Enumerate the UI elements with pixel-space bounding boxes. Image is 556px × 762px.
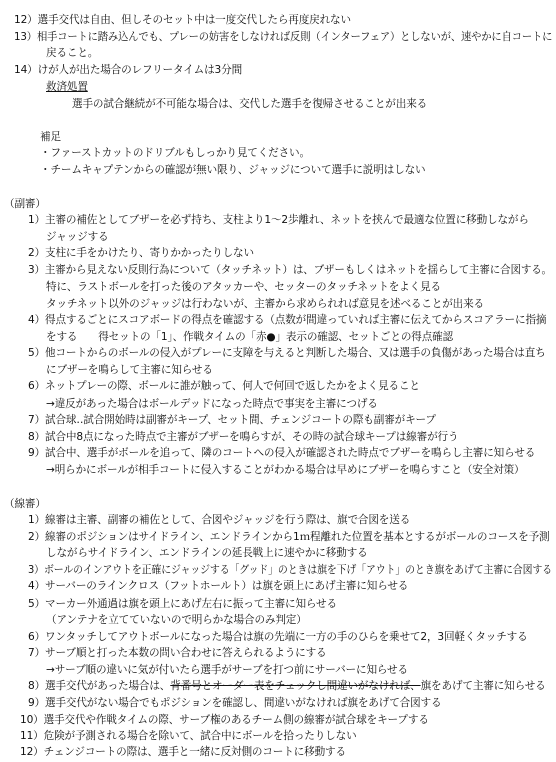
vice-rule-4: 4）得点するごとにスコアボードの得点を確認する（点数が間違っていれば主審に伝えてからスコアラーに指摘 bbox=[28, 313, 547, 326]
line-rule-6: 6）ワンタッチしてアウトボールになった場合は旗の先端に一方の手のひらを乗せて2，3回軽くタッチする bbox=[28, 630, 528, 643]
line-rule-8-start: 8）選手交代があった場合は、 bbox=[28, 680, 171, 693]
vice-rule-2: 2）支柱に手をかけたり、寄りかかったりしない bbox=[28, 247, 254, 260]
vice-rule-1-cont: ジャッジする bbox=[46, 231, 109, 243]
vice-rule-3: 3）主審から見えない反則行為について（タッチネット）は、ブザーもしくはネットを揺らして主審に合図する。 bbox=[28, 264, 552, 277]
vice-rule-9: 9）試合中、選手がボールを追って、隣のコートへの侵入が確認された時点でブザーを鳴らし主審に知らせる bbox=[28, 447, 536, 460]
vice-rule-8: 8）試合中8点になった時点で主審がブザーを鳴らすが、その時の試合球キープは線審が行う bbox=[28, 430, 459, 443]
vice-rule-6-cont: →違反があった場合はボールデッドになった時点で事実を主審につげる bbox=[46, 397, 378, 410]
vice-rule-1: 1）主審の補佐としてブザーを必ず持ち、支柱より1～2歩離れ、ネットを挟んで最適な位置に移動しながら bbox=[28, 213, 529, 226]
vice-rule-6: 6）ネットプレーの際、ボールに誰が触って、何人で何回で返したかをよく見ること bbox=[28, 380, 420, 393]
line-rule-2: 2）線審のポジションはサイドライン、エンドラインから1ｍ程離れた位置を基本とするがボールのコースを予測 bbox=[28, 530, 550, 543]
line-rule-8-end: 旗をあげて主審に知らせる bbox=[420, 680, 546, 693]
vice-rule-5-cont: にブザーを鳴らして主審に知らせる bbox=[46, 364, 213, 377]
rescue-text: 選手の試合継続が不可能な場合は、交代した選手を復帰させることが出来る bbox=[72, 97, 428, 110]
line-rule-8 bbox=[28, 678, 546, 694]
vice-rule-3-cont: 特に、ラストボールを打った後のアタッカーや、セッターのタッチネットをよく見る bbox=[46, 280, 441, 293]
line-rule-3: 3）ボールのインアウトを正確にジャッジする「グッド」のときは旗を下げ「アウト」のとき旗をあげて主審に合図する bbox=[28, 564, 552, 577]
rule-13-cont: 戻ること。 bbox=[46, 47, 99, 60]
line-judge-heading: （線審） bbox=[4, 497, 46, 510]
line-rule-7-cont: →サーブ順の違いに気が付いたら選手がサーブを打つ前にサーバーに知らせる bbox=[46, 664, 408, 677]
line-rule-5-cont: （アンテナを立てていないので明らかな場合のみ判定） bbox=[46, 613, 307, 626]
line-rule-12: 12）チェンジコートの際は、選手と一緒に反対側のコートに移動する bbox=[20, 746, 346, 758]
line-rule-1: 1）線審は主審、副審の補佐として、合図やジャッジを行う際は、旗で合図を送る bbox=[28, 513, 411, 526]
rule-14: 14）けが人が出た場合のレフリータイムは3分間 bbox=[14, 64, 243, 77]
line-rule-2-cont: しながらサイドライン、エンドラインの延長戦上に速やかに移動する bbox=[46, 547, 368, 559]
line-rule-4: 4）サーバーのラインクロス（フットホールト）は旗を頭上にあげ主審に知らせる bbox=[28, 580, 409, 593]
vice-rule-3-cont: タッチネット以外のジャッジは行わないが、主審から求められれば意見を述べることが出来る bbox=[46, 297, 484, 310]
line-rule-10: 10）選手交代や作戦タイムの際、サーブ権のあるチーム側の線審が試合球をキープする bbox=[20, 713, 429, 726]
line-rule-5: 5）マーカー外通過は旗を頭上にあげ左右に振って主審に知らせる bbox=[28, 597, 337, 610]
line-rule-9: 9）選手交代がない場合でもポジションを確認し、間違いがなければ旗をあげて合図する bbox=[28, 697, 442, 710]
rule-12: 12）選手交代は自由、但しそのセット中は一度交代したら再度戻れない bbox=[14, 13, 351, 26]
vice-rule-7: 7）試合球‥試合開始時は副審がキープ、セット間、チェンジコートの際も副審がキープ bbox=[28, 413, 436, 426]
line-rule-11: 11）危険が予測される場合を除いて、試合中にボールを拾ったりしない bbox=[20, 729, 357, 742]
vice-referee-heading: （副審） bbox=[4, 197, 46, 210]
rule-13: 13）相手コートに踏み込んでも、プレーの妨害をしなければ反則（インターフェア）としないが、速やかに自コートに bbox=[14, 31, 553, 43]
vice-rule-4-cont: をする 得セットの「1」、作戦タイムの「赤●」表示の確認、セットごとの得点確認 bbox=[46, 330, 454, 343]
supplement-item: ・チームキャプテンからの確認が無い限り、ジャッジについて選手に説明はしない bbox=[40, 164, 426, 177]
supplement-title: 補足 bbox=[40, 131, 61, 143]
line-rule-7: 7）サーブ順と打った本数の問い合わせに答えられるようにする bbox=[28, 647, 327, 659]
rescue-title: 救済処置 bbox=[46, 80, 88, 93]
vice-rule-5: 5）他コートからのボールの侵入がプレーに支障を与えると判断した場合、又は選手の負傷があった場合は直ち bbox=[28, 347, 546, 360]
supplement-item: ・ファーストカットのドリブルもしっかり見てください。 bbox=[40, 147, 310, 160]
struck-text: 背番号とオーダー表をチェックし間違いがなければ、 bbox=[170, 680, 421, 693]
vice-rule-9-cont: →明らかにボールが相手コートに侵入することがわかる場合は早めにブザーを鳴らすこと（安全対策） bbox=[46, 464, 525, 477]
